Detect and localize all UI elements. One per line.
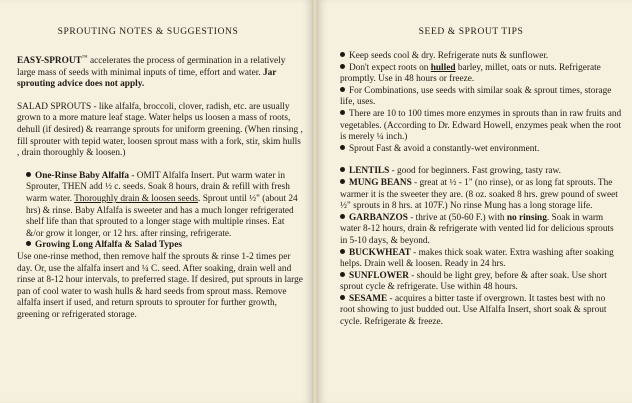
one-rinse-underlined: Thoroughly drain & loosen seeds	[74, 194, 199, 205]
left-page-content	[17, 53, 303, 322]
tips-list	[340, 51, 622, 155]
right-page-heading: SEED & SPROUT TIPS	[418, 27, 524, 37]
left-page-heading: SPROUTING NOTES & SUGGESTIONS	[57, 27, 239, 37]
jar-advice-note: Jar sprouting advice does not apply.	[17, 67, 277, 90]
brand-name: EASY-SPROUT	[17, 56, 82, 67]
bullet-icon	[340, 52, 345, 57]
bullet-icon	[340, 145, 345, 150]
bullet-icon	[340, 64, 345, 69]
growing-title: Growing Long Alfalfa & Salad Types	[35, 240, 182, 251]
one-rinse-title: One-Rinse Baby Alfalfa	[35, 170, 130, 181]
bullet-icon	[340, 295, 345, 300]
growing-text: Use one-rinse method, then remove half the sprouts & rinse 1-2 times per day. Or, use the alfalfa insert and ¼ C. seed. After soaking, drain well and rinse at 8-12 hour intervals, to preferred stage. If desired, put sprouts in large pan of cool water to wash hulls & hard seeds from sprout mass. Remove alfalfa insert if used, and return sprouts to sprouter for further growth, greening or refrigerated storage.	[17, 252, 303, 320]
intro-paragraph	[17, 53, 303, 91]
bullet-icon	[26, 172, 31, 177]
growing-section	[17, 240, 303, 321]
seed-item-garbanzos: GARBANZOS - thrive at (50-60 F.) with no rinsing. Soak in warm water 8-12 hours, drain & refrigerate with vented lid for delicious sprouts in 5-10 days, & beyond.	[340, 212, 614, 246]
seed-item-sesame: SESAME - acquires a bitter taste if overgrown. It tastes best with no root showing to just budded out. Use Alfalfa Insert, short soak & sprout cycle. Refrigerate & freeze.	[340, 293, 607, 328]
bullet-icon	[340, 214, 345, 219]
tip-item: Sprout Fast & avoid a constantly-wet environment.	[340, 144, 622, 156]
bullet-icon	[340, 249, 345, 254]
salad-sprouts-paragraph: SALAD SPROUTS - like alfalfa, broccoli, clover, radish, etc. are usually grown to a more mature leaf stage. Water helps us loosen a mass of roots, dehull (if desired) & rearrange sprouts for uniform greening. (When rinsing , fill sprouter with tepid water, loosen sprout mass with a fork, stir, skim hulls , drain thoroughly & loosen.)	[17, 101, 303, 159]
bullet-icon	[340, 272, 345, 277]
bullet-icon	[340, 179, 345, 184]
trademark-symbol: ™	[81, 55, 88, 61]
tip-item: For Combinations, use seeds with similar soak & sprout times, storage life, uses.	[340, 85, 612, 108]
seed-item-sunflower: SUNFLOWER - should be light grey, before & after soak. Use short sprout cycle & refrigerate. Use within 48 hours.	[340, 270, 607, 293]
one-rinse-section	[17, 171, 303, 241]
tip-item: There are 10 to 100 times more enzymes in sprouts than in raw fruits and vegetables. (According to Dr. Edward Howell, enzymes peak when the root is merely ¼ inch.)	[340, 108, 622, 143]
right-page-content	[340, 51, 622, 329]
right-page	[318, 0, 632, 403]
seed-item-lentils: LENTILS - good for beginners. Fast growing, tasty raw.	[340, 166, 622, 178]
bullet-icon	[340, 167, 345, 172]
left-page	[0, 0, 312, 403]
tip-item: Keep seeds cool & dry. Refrigerate nuts & sunflower.	[340, 51, 622, 63]
tip-item: Don't expect roots on hulled barley, millet, oats or nuts. Refrigerate promptly. Use in 48 hours or freeze.	[340, 62, 601, 85]
one-rinse-text-2: . Sprout until ½" (about 24 hrs) & rinse. Baby Alfalfa is sweeter and has a much longer refrigerated shelf life than that sprouted to a longer stage with multiple rinses. Eat &/or grow it longer, or 12 hrs. after rinsing, refrigerate.	[26, 194, 298, 239]
bullet-icon	[340, 110, 345, 115]
seed-item-buckwheat: BUCKWHEAT - makes thick soak water. Extra washing after soaking helps. Drain well & loosen. Ready in 24 hrs.	[340, 247, 614, 270]
bullet-icon	[340, 87, 345, 92]
seed-item-mung-beans: MUNG BEANS - great at ½ - 1" (no rinse), or as long fat sprouts. The warmer it is the sweeter they are. (8 oz. soaked 8 hrs. grew pound of sweet ½" sprouts in 8 hrs. at 107F.) No rinse Mung has a long storage life.	[340, 177, 618, 212]
seed-list	[340, 166, 622, 328]
one-rinse-text-1: - OMIT Alfalfa Insert. Put warm water in Sprouter, THEN add ½ c. seeds. Soak 8 hours, drain & refill with fresh warm water.	[26, 170, 290, 205]
bullet-icon	[26, 241, 31, 246]
intro-text: accelerates the process of germination in a relatively large mass of seeds with minimal inputs of time, effort and water.	[17, 56, 286, 78]
hulled-emphasis: hulled	[430, 62, 456, 73]
